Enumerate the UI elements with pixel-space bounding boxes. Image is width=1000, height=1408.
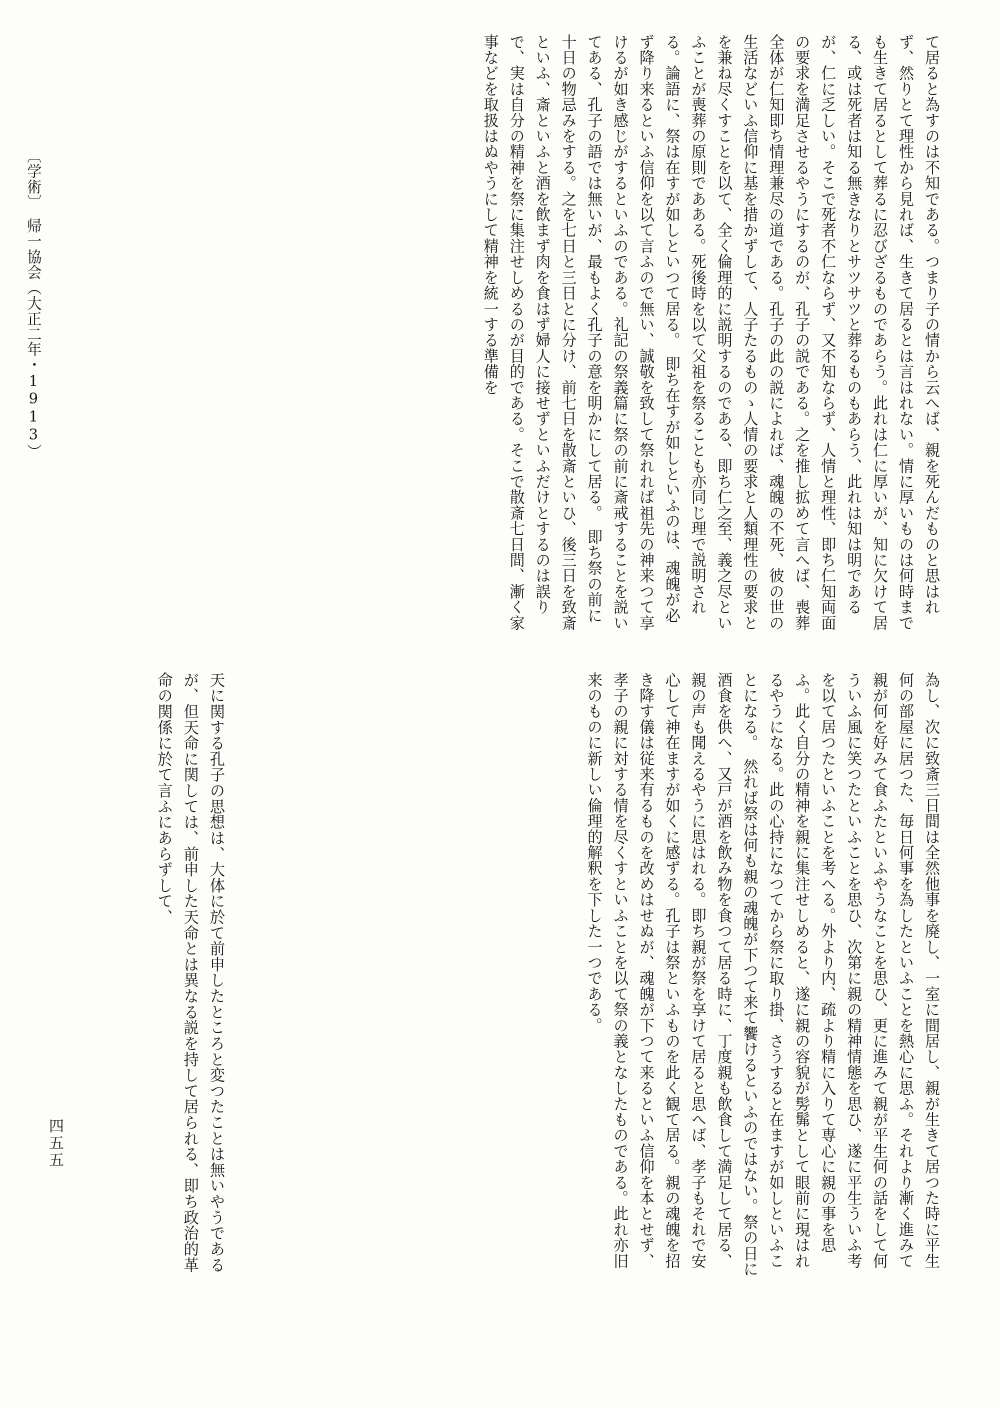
body-text-bottom-left-column: 天に関する孔子の思想は、大体に於て前申したところと変つたことは無いやうであるが、但天命に関しては、前申した天命とは異なる説を持して居られる、即ち政治的革命の関係に於て言ふにあらずして、 xyxy=(155,672,226,1273)
running-head: 〔学術〕 帰一協会（大正二年・1913） xyxy=(24,148,42,460)
body-text-bottom-block: 為し、次に致斎三日間は全然他事を廃し、一室に間居し、親が生きて居つた時に平生何の部屋に居つた、毎日何事を為したといふことを熱心に思ふ。それより漸く進みて親が何を好みて食ふたといふやうなことを思ひ、更に進みて親が平生何の話をして何ういふ風に笑つたといふことを思ひ、次第に親の精神情態を思ひ、遂に平生ういふ考を以て居つたといふことを考へる。外より内、疏より精に入りて専心に親の事を思ふ。此く自分の精神を親に集注せしめると、遂に親の容貌が髣髴として眼前に現はれるやうになる。此の心持になつてから祭に取り掛、さうすると在ますが如しといふことになる。 然れば祭は何も親の魂魄が下つて来て饗けるといふのではない。祭の日に酒食を供へ、又戸が酒を飲み物を食つて居る時に、丁度親も飲食して満足して居る、親の声も聞えるやうに思はれる。即ち親が祭を享けて居ると思へば、孝子もそれで安心して神在ますが如くに感ずる。孔子は祭といふものを此く観て居る。親の魂魄を招き降す儀は従来有るものを改めはせぬが、魂魄が下つて来るといふ信仰を本とせず、孝子の親に対する情を尽くすといふことを以て祭の義となしたものである。此れ亦旧来のものに新しい倫理的解釈を下した一つである。 xyxy=(585,672,941,1277)
page-number: 四五五 xyxy=(47,1118,65,1169)
body-text-top-block: て居ると為すのは不知である。つまり子の情から云へば、親を死んだものと思はれず、然りとて理性から見れば、生きて居るとは言はれない。情に厚いものは何時までも生きて居るとして葬るに忍びざるものであらう。此れは仁に厚いが、知に欠けて居る、或は死者は知る無きなりとサツサツと葬るものもあらう、此れは知は明であるが、仁に乏しい。そこで死者不仁ならず、又不知ならず、人情と理性、即ち仁知両面の要求を満足させるやうにするのが、孔子の説である。之を推し拡めて言へば、喪葬全体が仁知即ち情理兼尽の道である。孔子の此の説によれば、魂魄の不死、彼の世の生活などいふ信仰に基を措かずして、人子たるものゝ人情の要求と人類理性の要求とを兼ね尽くすことを以て、全く倫理的に説明するのである、即ち仁之至、義之尽といふことが喪葬の原則であある。死後時を以て父祖を祭ることも亦同じ理で説明される。論語に、祭は在すが如しといつて居る。 即ち在すが如しといふのは、魂魄が必ず降り来るといふ信仰を以て言ふので無い、誠敬を致して祭れれば祖先の神来つて享けるが如き感じがするといふのである。礼記の祭義篇に祭の前に斎戒することを説いてある、孔子の語では無いが、最もよく孔子の意を明かにして居る。 即ち祭の前に十日の物忌みをする。之を七日と三日とに分け、前七日を散斎といひ、後三日を致斎といふ、斎といふと酒を飲まず肉を食はず婦人に接せずといふだけとするのは誤りで、実は自分の精神を祭に集注せしめるのが目的である。そこで散斎七日間、漸く家事などを取扱はぬやうにして精神を統一する準備を xyxy=(481,34,941,631)
